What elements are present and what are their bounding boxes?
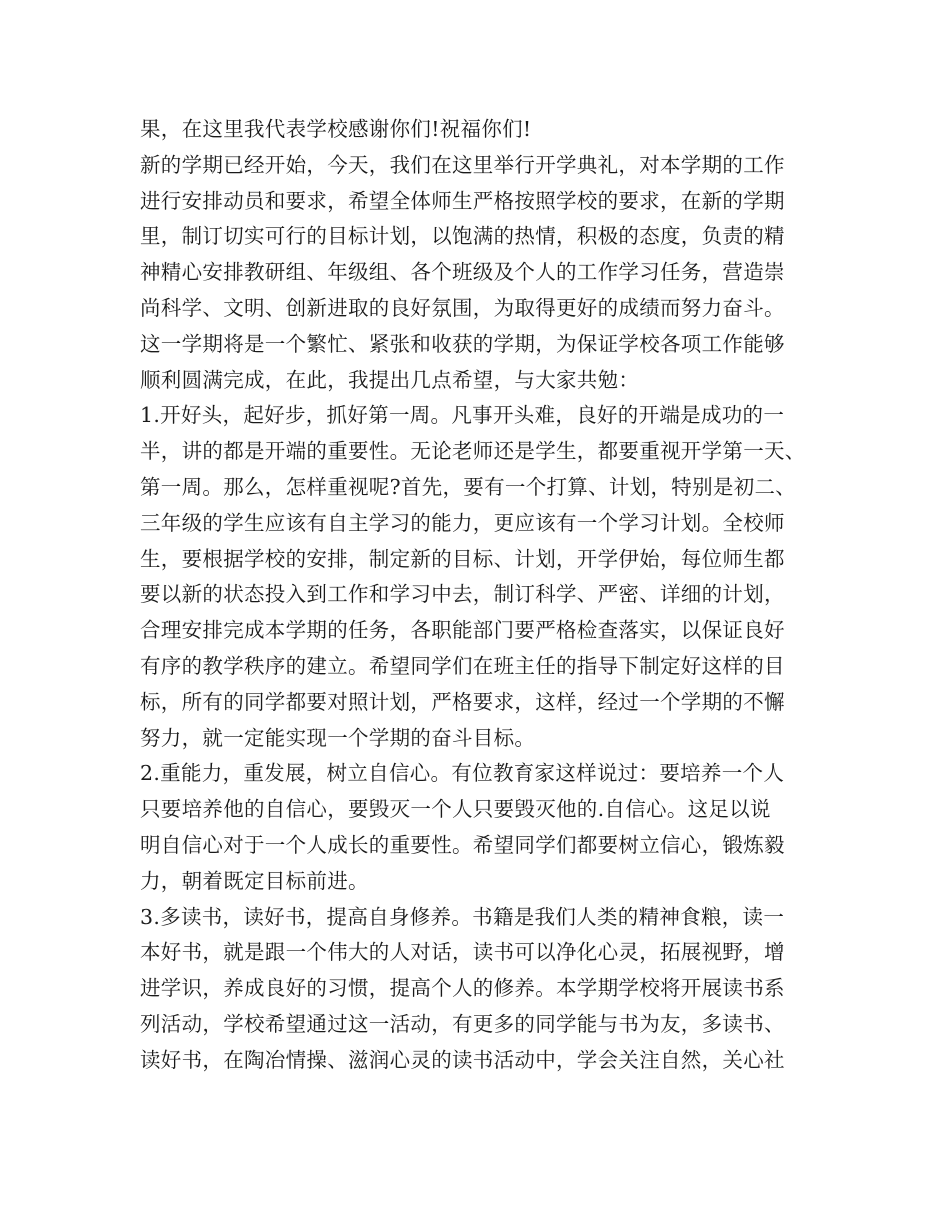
text-line: 要以新的状态投入到工作和学习中去，制订科学、严密、详细的计划， [140,582,785,607]
text-line: 读好书，在陶冶情操、滋润心灵的读书活动中，学会关注自然，关心社 [140,1047,785,1072]
text-line: 3.多读书，读好书，提高自身修养。书籍是我们人类的精神食粮，读一 [140,904,785,929]
text-line: 力，朝着既定目标前进。 [140,868,369,893]
text-line: 生，要根据学校的安排，制定新的目标、计划，开学伊始，每位师生都 [140,546,785,571]
text-line: 明自信心对于一个人成长的重要性。希望同学们都要树立信心，锻炼毅 [140,832,785,857]
text-line: 进学识，养成良好的习惯，提高个人的修养。本学期学校将开展读书系 [140,976,785,1001]
text-line: 里，制订切实可行的目标计划，以饱满的热情，积极的态度，负责的精 [140,224,785,249]
text-line: 三年级的学生应该有自主学习的能力，更应该有一个学习计划。全校师 [140,510,785,535]
text-line: 1.开好头，起好步，抓好第一周。凡事开头难，良好的开端是成功的一 [140,403,785,428]
text-line: 神精心安排教研组、年级组、各个班级及个人的工作学习任务，营造崇 [140,260,785,285]
text-line: 这一学期将是一个繁忙、紧张和收获的学期，为保证学校各项工作能够 [140,331,785,356]
text-line: 新的学期已经开始，今天，我们在这里举行开学典礼，对本学期的工作 [140,152,785,177]
text-line: 半，讲的都是开端的重要性。无论老师还是学生，都要重视开学第一天、 [140,439,806,464]
text-line: 顺利圆满完成，在此，我提出几点希望，与大家共勉： [140,367,640,392]
text-line: 只要培养他的自信心，要毁灭一个人只要毁灭他的.自信心。这足以说 [140,797,771,822]
text-line: 2.重能力，重发展，树立自信心。有位教育家这样说过：要培养一个人 [140,761,785,786]
text-line: 果，在这里我代表学校感谢你们!祝福你们! [140,117,532,141]
text-line: 有序的教学秩序的建立。希望同学们在班主任的指导下制定好这样的目 [140,653,785,678]
text-line: 列活动，学校希望通过这一活动，有更多的同学能与书为友，多读书、 [140,1011,785,1036]
text-line: 尚科学、文明、创新进取的良好氛围，为取得更好的成绩而努力奋斗。 [140,295,785,320]
text-line: 标，所有的同学都要对照计划，严格要求，这样，经过一个学期的不懈 [140,689,785,714]
text-line: 努力，就一定能实现一个学期的奋斗目标。 [140,725,536,750]
body-text [140,112,820,1079]
text-line: 本好书，就是跟一个伟大的人对话，读书可以净化心灵，拓展视野，增 [140,940,785,965]
text-line: 合理安排完成本学期的任务，各职能部门要严格检查落实，以保证良好 [140,618,785,643]
text-line: 第一周。那么，怎样重视呢?首先，要有一个打算、计划，特别是初二、 [140,474,797,499]
text-line: 进行安排动员和要求，希望全体师生严格按照学校的要求，在新的学期 [140,188,785,213]
